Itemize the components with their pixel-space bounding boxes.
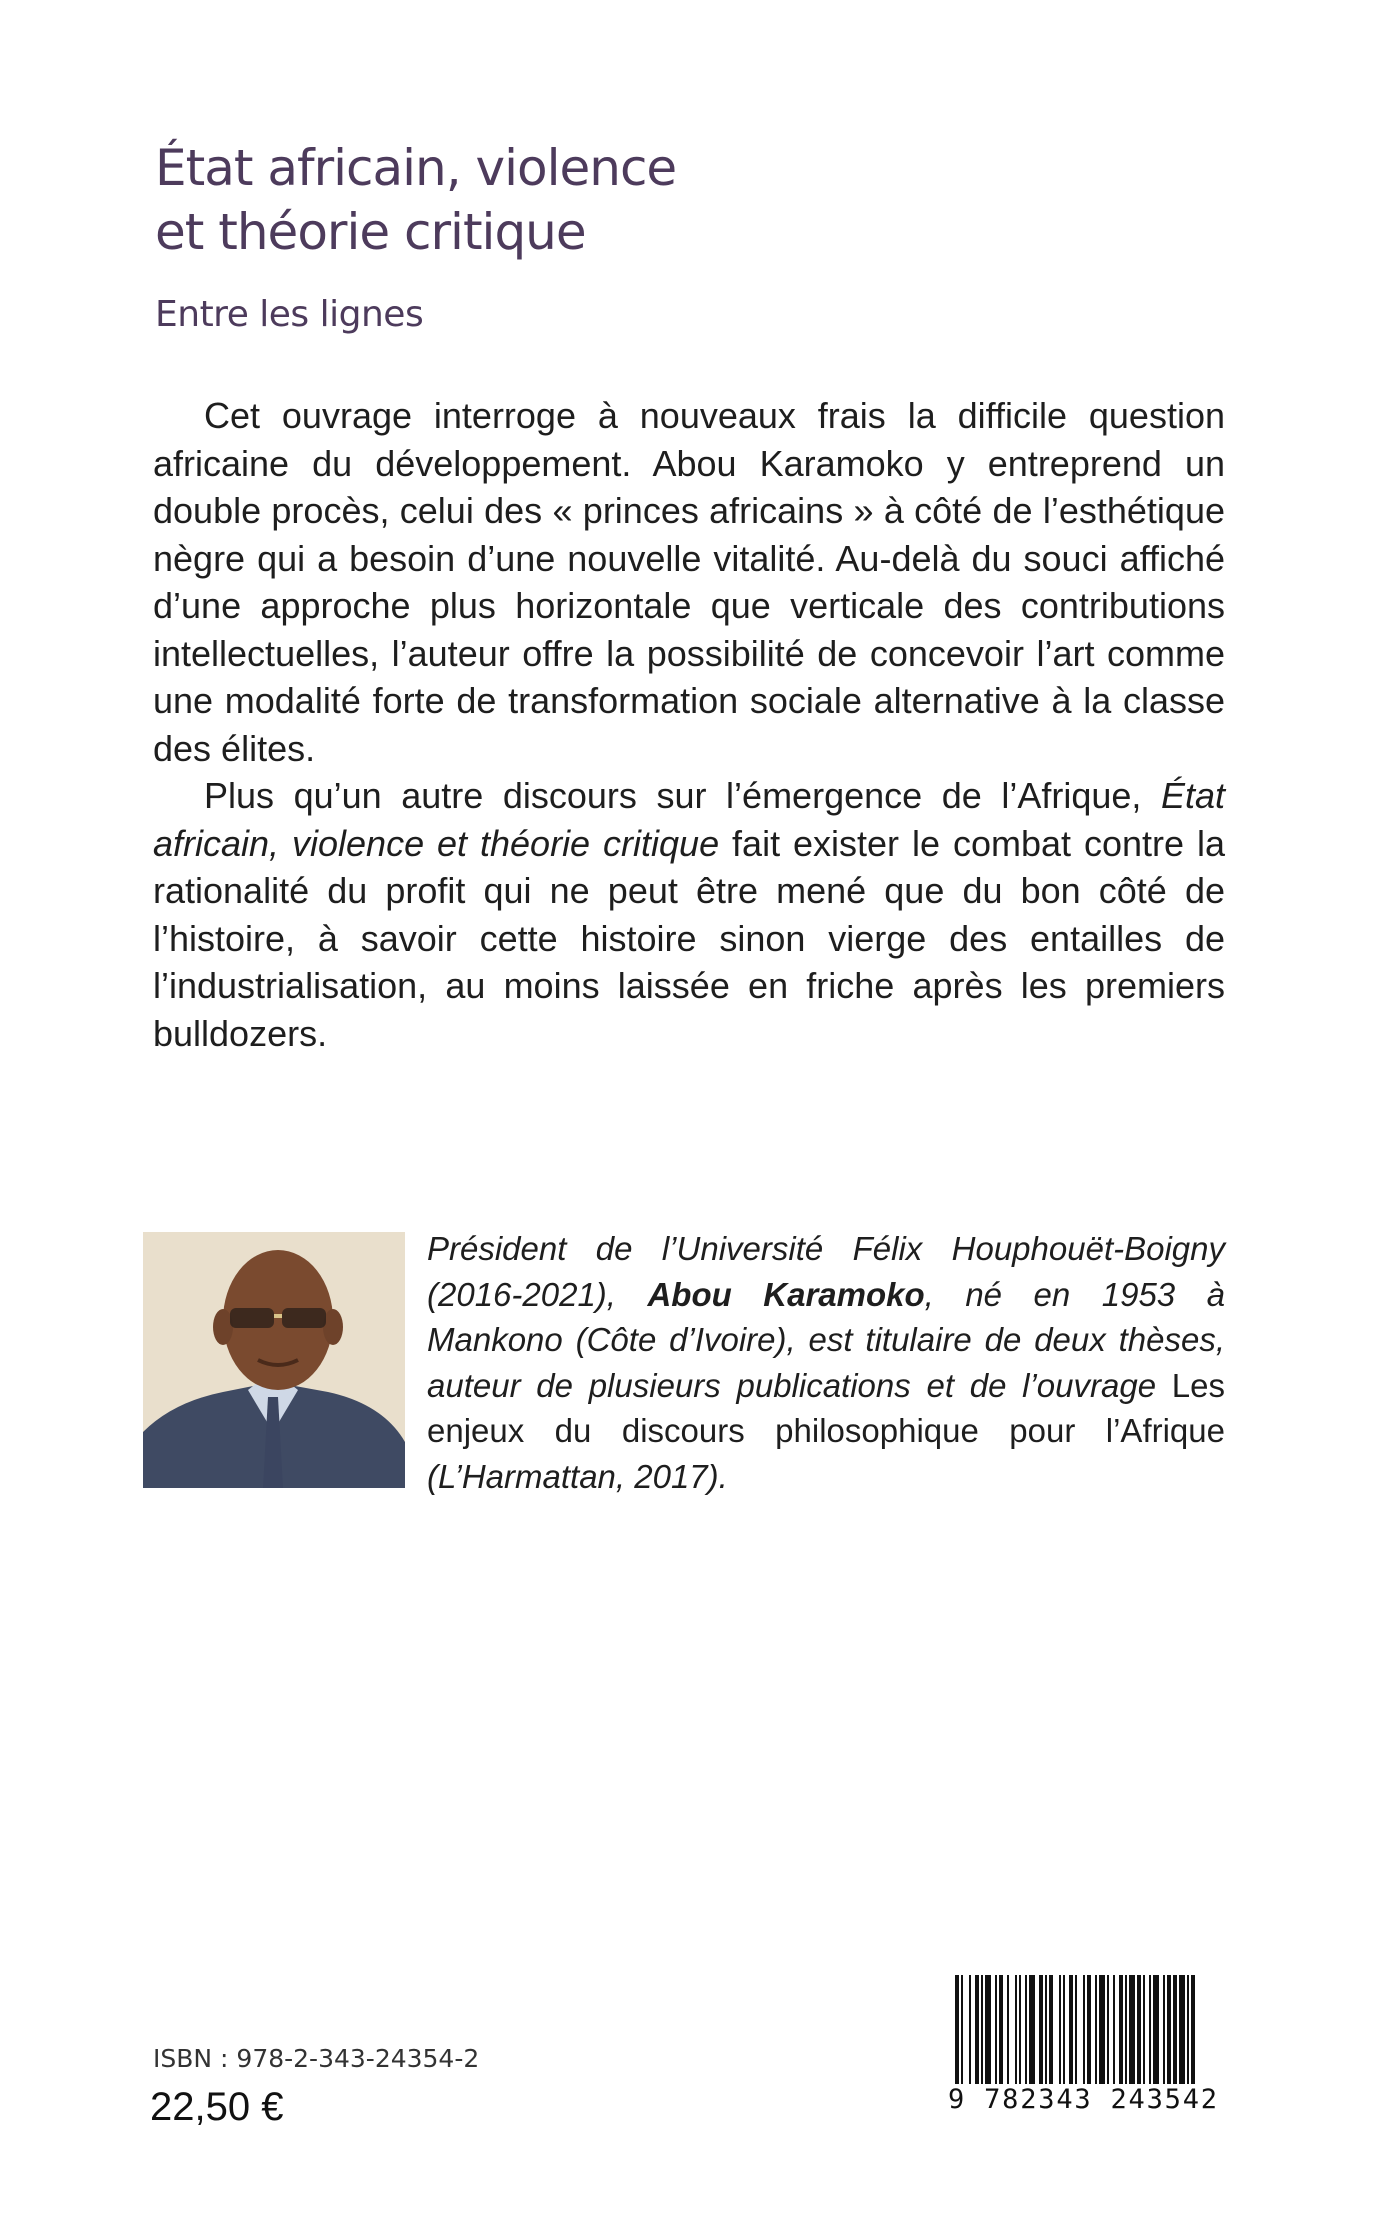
author-name: Abou Karamoko — [647, 1275, 925, 1313]
bio-text-b: , né en 1953 à Mankono (Côte d’Ivoire), est titulaire de deux thèses, auteur de plusieurs publications et de l’ouvrage — [427, 1275, 1225, 1404]
summary-paragraph-2 — [153, 772, 1225, 1057]
summary-paragraph-1: Cet ouvrage interroge à nouveaux frais la difficile question africaine du développement. Abou Karamoko y entreprend un double procès, celui des « princes africains » à côté de l’esthétique nègre qui a besoin d’une nouvelle vitalité. Au-delà du souci affiché d’une approche plus horizontale que verticale des contributions intellectuelles, l’auteur offre la possibilité de concevoir l’art comme une modalité forte de transformation sociale alternative à la classe des élites. — [153, 395, 1225, 769]
price: 22,50 € — [150, 2085, 284, 2129]
bio-work-title: Les enjeux du discours philosophique pour l’Afrique — [427, 1366, 1225, 1449]
book-summary — [153, 392, 1225, 1057]
author-photo — [143, 1232, 405, 1488]
series-name: Entre les lignes — [155, 294, 424, 335]
bio-text-c: (L’Harmattan, 2017). — [427, 1457, 728, 1495]
bio-text-a: Président de l’Université Félix Houphouët-Boigny (2016-2021), — [427, 1230, 1225, 1313]
summary-p2-start: Plus qu’un autre discours sur l’émergence de l’Afrique, — [204, 775, 1161, 816]
book-title-line-1: État africain, violence — [155, 139, 677, 197]
book-title-line-2: et théorie critique — [155, 203, 586, 261]
barcode-digits: 9 782343 243542 — [948, 2084, 1238, 2115]
summary-p2-title: État africain, violence et théorie critique — [153, 775, 1225, 864]
author-bio — [427, 1226, 1225, 1499]
isbn: ISBN : 978-2-343-24354-2 — [153, 2044, 480, 2073]
book-title — [155, 136, 676, 264]
summary-p2-end: fait exister le combat contre la rationalité du profit qui ne peut être mené que du bon côté de l’histoire, à savoir cette histoire sinon vierge des entailles de l’industrialisation, au moins laissée en friche après les premiers bulldozers. — [153, 822, 1225, 1054]
